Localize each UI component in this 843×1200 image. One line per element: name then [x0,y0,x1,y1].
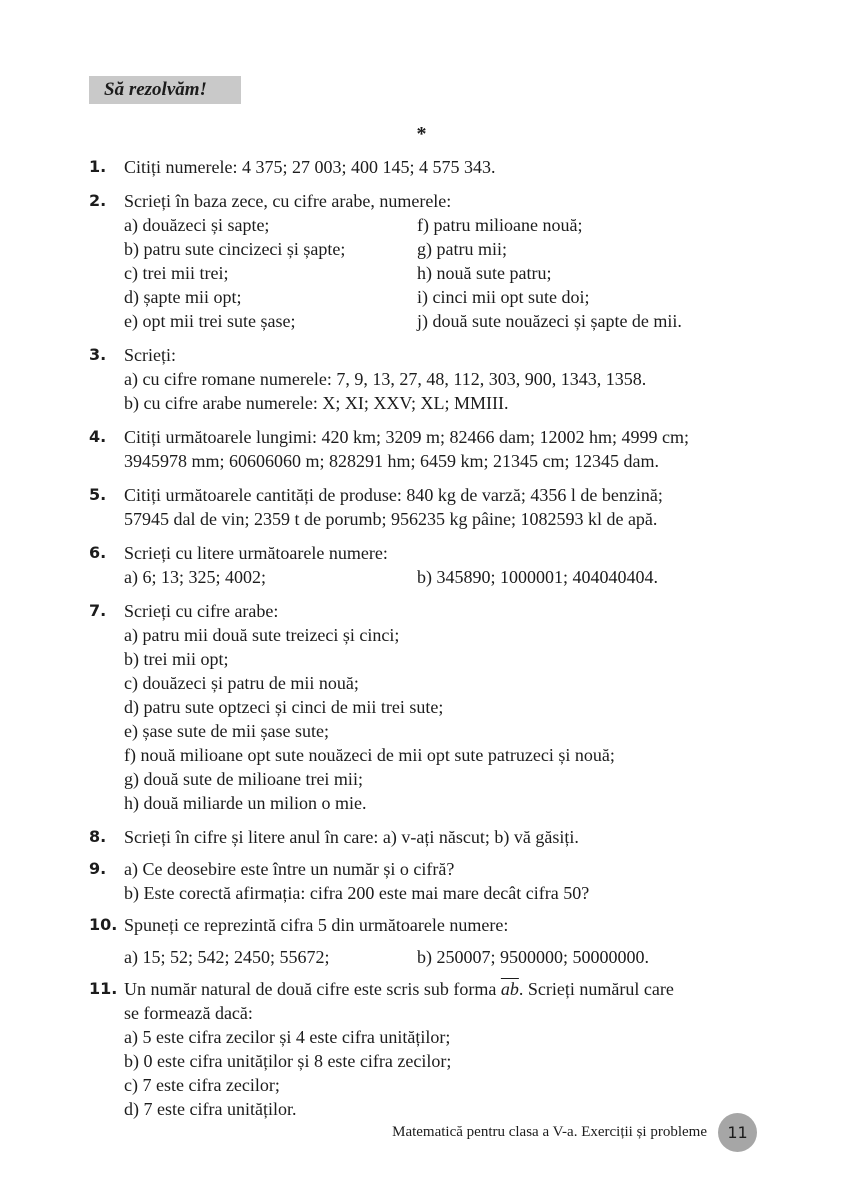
list-item: e) șase sute de mii șase sute; [124,721,329,741]
exercise-number: 3. [89,345,107,364]
exercise-number: 4. [89,427,107,446]
exercise-items [124,213,769,333]
exercise-line: 57945 dal de vin; 2359 t de porumb; 956235 kg pâine; 1082593 kl de apă. [124,509,658,529]
list-item: f) patru milioane nouă; [417,215,583,235]
exercise-7 [89,599,769,815]
exercise-items [124,565,769,589]
list-item: a) 5 este cifra zecilor și 4 este cifra unităților; [124,1027,451,1047]
list-item: a) douăzeci și sapte; [124,215,270,235]
exercise-number: 7. [89,601,107,620]
list-item: h) două miliarde un milion o mie. [124,793,367,813]
exercise-text-start: Un număr natural de două cifre este scris sub forma [124,979,497,999]
list-item: c) trei mii trei; [124,263,229,283]
exercise-line: Citiți următoarele lungimi: 420 km; 3209 m; 82466 dam; 12002 hm; 4999 cm; [124,427,689,447]
exercise-number: 9. [89,859,107,878]
exercise-text: Scrieți în baza zece, cu cifre arabe, numerele: [124,191,452,211]
page-number-badge: 11 [718,1113,757,1152]
list-item: b) trei mii opt; [124,649,229,669]
list-item: b) patru sute cincizeci și șapte; [124,239,346,259]
footer-book-title: Matematică pentru clasa a V-a. Exerciții și probleme [392,1124,707,1140]
exercise-1 [89,155,769,179]
exercise-number: 2. [89,191,107,210]
exercise-text: Scrieți cu cifre arabe: [124,601,279,621]
list-item: e) opt mii trei sute șase; [124,311,296,331]
list-item: a) patru mii două sute treizeci și cinci; [124,625,400,645]
exercise-2 [89,189,769,333]
exercise-line: se formează dacă: [124,1003,253,1023]
exercise-items [124,945,769,969]
exercise-11 [89,977,769,1121]
exercise-list [89,155,769,1121]
exercise-number: 8. [89,827,107,846]
exercise-6 [89,541,769,589]
exercise-text: Citiți numerele: 4 375; 27 003; 400 145; 4 575 343. [124,157,496,177]
exercise-line: a) Ce deosebire este între un număr și o cifră? [124,859,455,879]
exercise-3 [89,343,769,415]
list-item: d) 7 este cifra unităților. [124,1099,297,1119]
exercise-9 [89,857,769,905]
exercise-5 [89,483,769,531]
exercise-text: Scrieți în cifre și litere anul în care: a) v-ați născut; b) vă găsiți. [124,827,579,847]
list-item: d) șapte mii opt; [124,287,242,307]
list-item: g) patru mii; [417,239,507,259]
list-item: i) cinci mii opt sute doi; [417,287,590,307]
exercise-10 [89,913,769,969]
exercise-8 [89,825,769,849]
list-item: f) nouă milioane opt sute nouăzeci de mii opt sute patruzeci și nouă; [124,745,615,765]
exercise-text-end: . Scrieți numărul care [518,979,674,999]
list-item: g) două sute de milioane trei mii; [124,769,363,789]
list-item: a) 15; 52; 542; 2450; 55672; [124,947,330,967]
list-item: a) cu cifre romane numerele: 7, 9, 13, 27, 48, 112, 303, 900, 1343, 1358. [124,369,647,389]
list-item: c) douăzeci și patru de mii nouă; [124,673,359,693]
exercise-number: 6. [89,543,107,562]
exercise-text [124,977,769,1001]
list-item: b) 0 este cifra unităților și 8 este cifra zecilor; [124,1051,452,1071]
exercise-4 [89,425,769,473]
exercise-line: Citiți următoarele cantități de produse: 840 kg de varză; 4356 l de benzină; [124,485,663,505]
list-item: c) 7 este cifra zecilor; [124,1075,280,1095]
exercise-text: Scrieți cu litere următoarele numere: [124,543,388,563]
number-notation: $\overline{ab}$ [500,979,519,999]
list-item: b) 250007; 9500000; 50000000. [417,947,649,967]
exercise-line: b) Este corectă afirmația: cifra 200 este mai mare decât cifra 50? [124,883,590,903]
exercise-number: 11. [89,979,118,998]
list-item: d) patru sute optzeci și cinci de mii trei sute; [124,697,444,717]
exercise-number: 10. [89,915,118,934]
section-title: Să rezolvăm! [89,76,241,104]
exercise-number: 1. [89,157,107,176]
exercise-text: Spuneți ce reprezintă cifra 5 din următoarele numere: [124,915,509,935]
list-item: b) cu cifre arabe numerele: X; XI; XXV; XL; MMIII. [124,393,509,413]
list-item: h) nouă sute patru; [417,263,552,283]
difficulty-marker: * [416,123,427,145]
list-item: j) două sute nouăzeci și șapte de mii. [417,311,682,331]
exercise-number: 5. [89,485,107,504]
list-item: a) 6; 13; 325; 4002; [124,567,266,587]
exercise-text: Scrieți: [124,345,176,365]
exercise-line: 3945978 mm; 60606060 m; 828291 hm; 6459 km; 21345 cm; 12345 dam. [124,451,659,471]
list-item: b) 345890; 1000001; 404040404. [417,567,658,587]
